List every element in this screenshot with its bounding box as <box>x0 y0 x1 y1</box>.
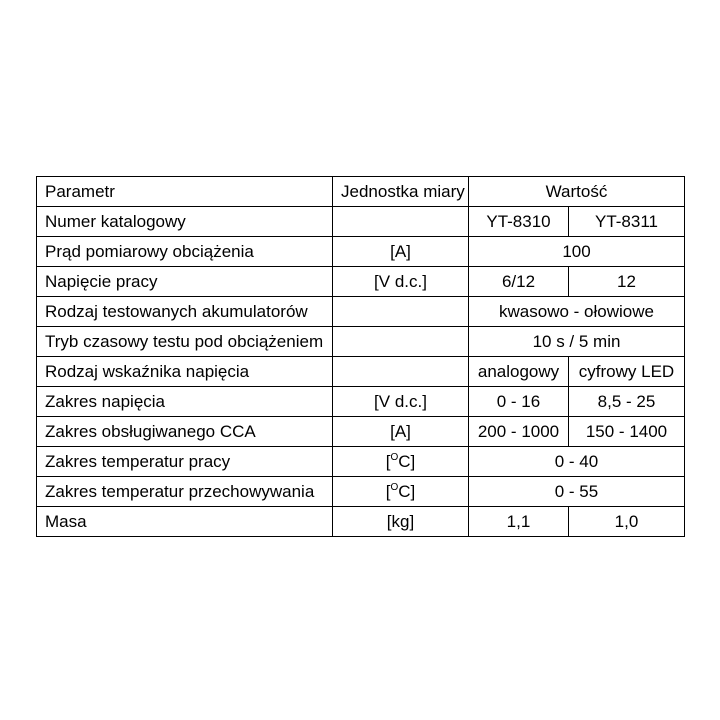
row-value-2: 1,0 <box>569 507 685 537</box>
table-row <box>37 417 685 447</box>
row-value-2: YT-8311 <box>569 207 685 237</box>
table-row <box>37 267 685 297</box>
row-unit: [A] <box>333 237 469 267</box>
table-row <box>37 507 685 537</box>
row-param: Zakres temperatur pracy <box>37 447 333 477</box>
header-param: Parametr <box>37 177 333 207</box>
table-row <box>37 207 685 237</box>
table-row <box>37 297 685 327</box>
row-unit <box>333 447 469 477</box>
row-unit <box>333 297 469 327</box>
row-param: Rodzaj wskaźnika napięcia <box>37 357 333 387</box>
table-header-row <box>37 177 685 207</box>
row-value: 100 <box>469 237 685 267</box>
row-param: Prąd pomiarowy obciążenia <box>37 237 333 267</box>
row-unit <box>333 477 469 507</box>
degree-superscript: O <box>390 452 399 463</box>
row-value-1: analogowy <box>469 357 569 387</box>
header-unit: Jednostka miary <box>333 177 469 207</box>
unit-close: C] <box>398 482 416 501</box>
row-param: Rodzaj testowanych akumulatorów <box>37 297 333 327</box>
row-unit <box>333 327 469 357</box>
row-param: Numer katalogowy <box>37 207 333 237</box>
row-value-1: YT-8310 <box>469 207 569 237</box>
row-value-2: 150 - 1400 <box>569 417 685 447</box>
row-value: 0 - 40 <box>469 447 685 477</box>
row-value: 10 s / 5 min <box>469 327 685 357</box>
row-unit: [V d.c.] <box>333 387 469 417</box>
row-value-1: 1,1 <box>469 507 569 537</box>
table-row <box>37 447 685 477</box>
row-unit <box>333 357 469 387</box>
row-value-2: 12 <box>569 267 685 297</box>
header-value: Wartość <box>469 177 685 207</box>
table-row <box>37 477 685 507</box>
table-row <box>37 327 685 357</box>
row-unit: [A] <box>333 417 469 447</box>
unit-open: [ <box>385 482 391 501</box>
table-row <box>37 357 685 387</box>
degree-superscript: O <box>390 482 399 493</box>
spec-table <box>36 176 685 537</box>
row-value-2: 8,5 - 25 <box>569 387 685 417</box>
table-row <box>37 237 685 267</box>
unit-close: C] <box>398 452 416 471</box>
row-param: Zakres temperatur przechowywania <box>37 477 333 507</box>
row-value-1: 0 - 16 <box>469 387 569 417</box>
row-unit: [kg] <box>333 507 469 537</box>
row-value-1: 200 - 1000 <box>469 417 569 447</box>
row-unit <box>333 207 469 237</box>
row-value: kwasowo - ołowiowe <box>469 297 685 327</box>
row-value-1: 6/12 <box>469 267 569 297</box>
unit-open: [ <box>385 452 391 471</box>
row-param: Masa <box>37 507 333 537</box>
row-param: Zakres napięcia <box>37 387 333 417</box>
table-row <box>37 387 685 417</box>
row-param: Napięcie pracy <box>37 267 333 297</box>
row-unit: [V d.c.] <box>333 267 469 297</box>
row-value: 0 - 55 <box>469 477 685 507</box>
row-param: Zakres obsługiwanego CCA <box>37 417 333 447</box>
row-param: Tryb czasowy testu pod obciążeniem <box>37 327 333 357</box>
row-value-2: cyfrowy LED <box>569 357 685 387</box>
